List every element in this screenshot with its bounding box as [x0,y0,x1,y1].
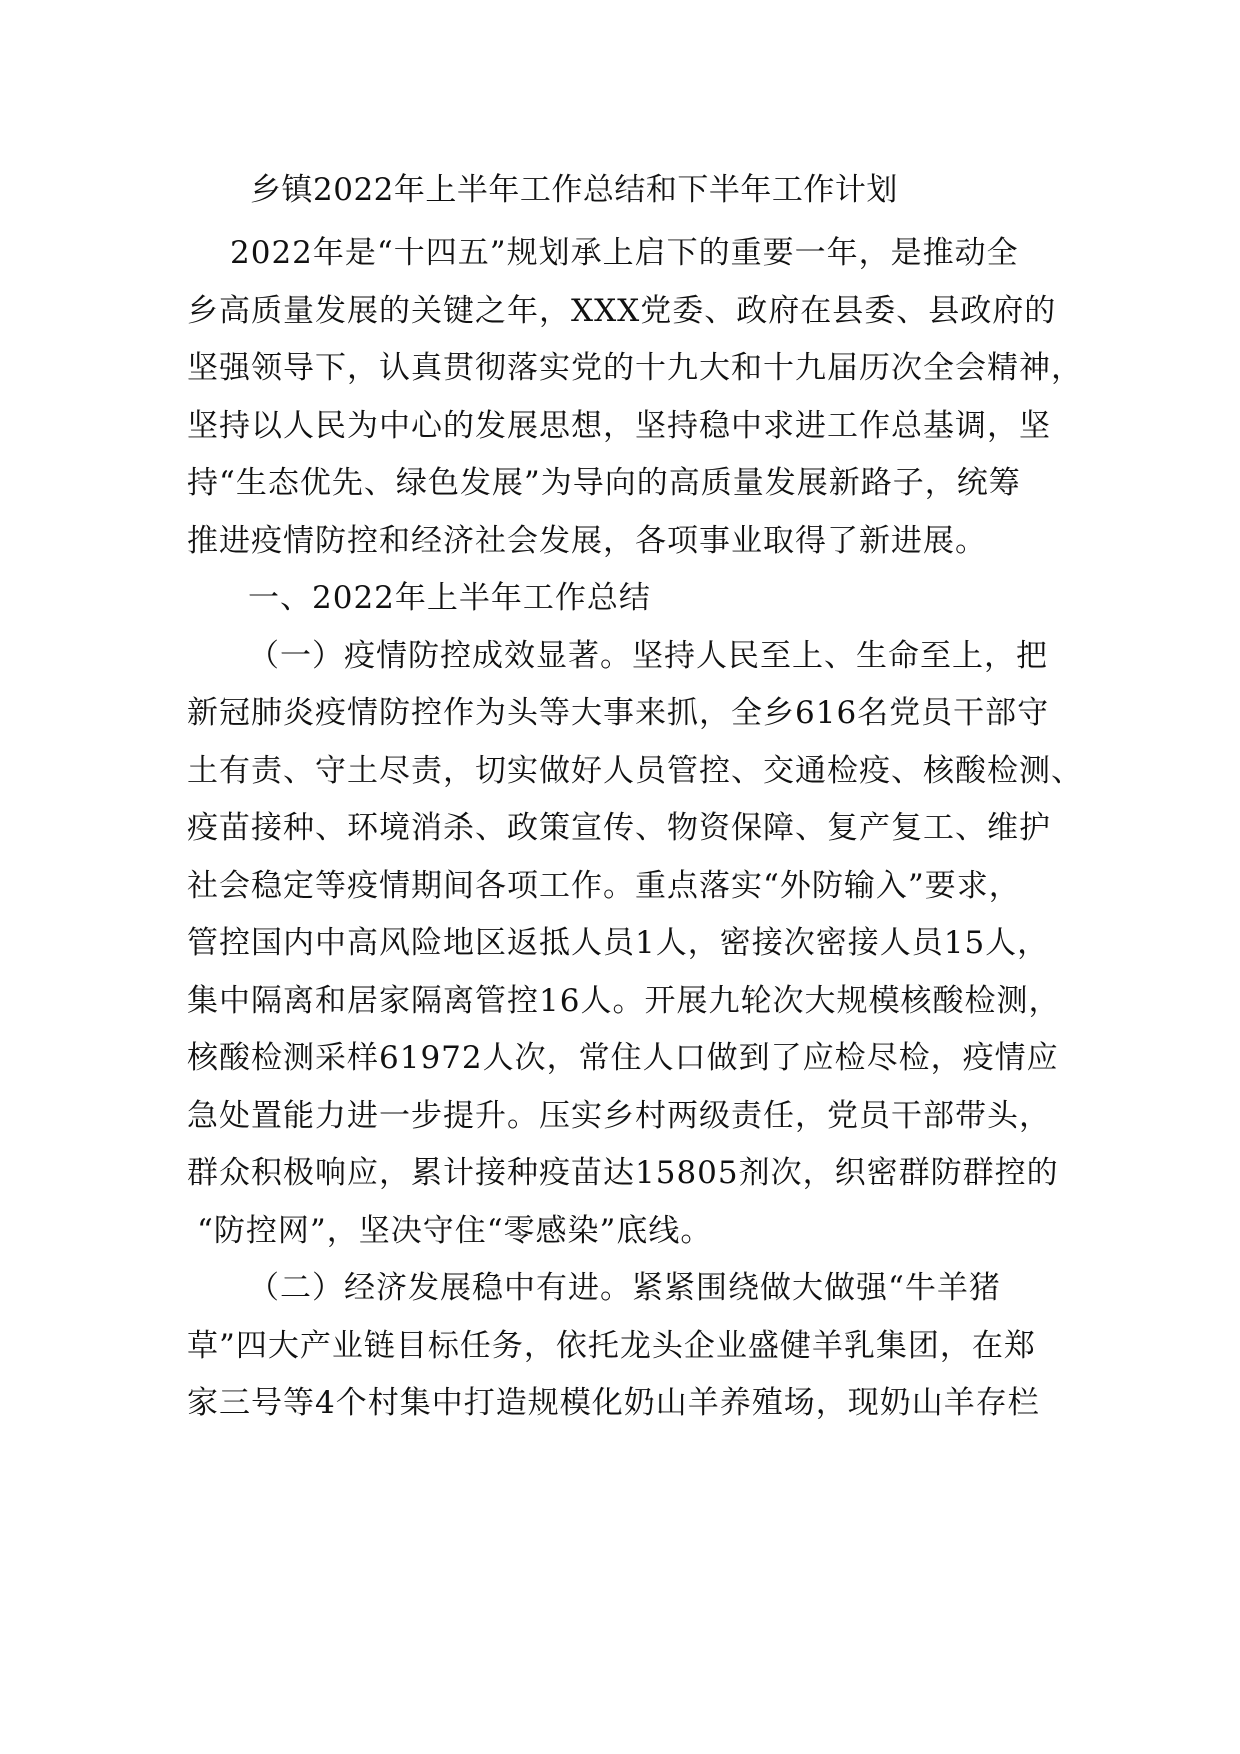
paragraph-line: 持“生态优先、绿色发展”为导向的高质量发展新路子，统筹 [187,465,1021,501]
paragraph-line: 急处置能力进一步提升。压实乡村两级责任，党员干部带头， [187,1098,1051,1134]
paragraph-line: 集中隔离和居家隔离管控16人。开展九轮次大规模核酸检测， [187,983,1061,1019]
subsection-heading: （二）经济发展稳中有进。紧紧围绕做大做强“牛羊猪 [248,1270,1001,1306]
paragraph-line: 草”四大产业链目标任务，依托龙头企业盛健羊乳集团，在郑 [187,1328,1036,1364]
section-heading: 一、2022年上半年工作总结 [248,580,651,616]
document-title: 乡镇2022年上半年工作总结和下半年工作计划 [250,172,898,208]
paragraph-line: 坚强领导下，认真贯彻落实党的十九大和十九届历次全会精神， [187,350,1083,386]
paragraph-line: 家三号等4个村集中打造规模化奶山羊养殖场，现奶山羊存栏 [187,1385,1040,1421]
paragraph-line: 管控国内中高风险地区返抵人员1人，密接次密接人员15人， [187,925,1050,961]
paragraph-line: 新冠肺炎疫情防控作为头等大事来抓，全乡616名党员干部守 [187,695,1050,731]
subsection-heading: （一）疫情防控成效显著。坚持人民至上、生命至上，把 [248,638,1048,674]
paragraph-line: 推进疫情防控和经济社会发展，各项事业取得了新进展。 [187,523,987,559]
paragraph-line: 土有责、守土尽责，切实做好人员管控、交通检疫、核酸检测、 [187,753,1083,789]
paragraph-line: 坚持以人民为中心的发展思想，坚持稳中求进工作总基调，坚 [187,408,1051,444]
paragraph-line: 2022年是“十四五”规划承上启下的重要一年，是推动全 [230,235,1019,271]
paragraph-line: 群众积极响应，累计接种疫苗达15805剂次，织密群防群控的 [187,1155,1059,1191]
paragraph-line: 乡高质量发展的关键之年，XXX党委、政府在县委、县政府的 [187,293,1057,329]
paragraph-line: 核酸检测采样61972人次，常住人口做到了应检尽检，疫情应 [187,1040,1059,1076]
paragraph-line: 社会稳定等疫情期间各项工作。重点落实“外防输入”要求， [187,868,1021,904]
paragraph-line: 疫苗接种、环境消杀、政策宣传、物资保障、复产复工、维护 [187,810,1051,846]
paragraph-line: “防控网”，坚决守住“零感染”底线。 [197,1213,713,1249]
